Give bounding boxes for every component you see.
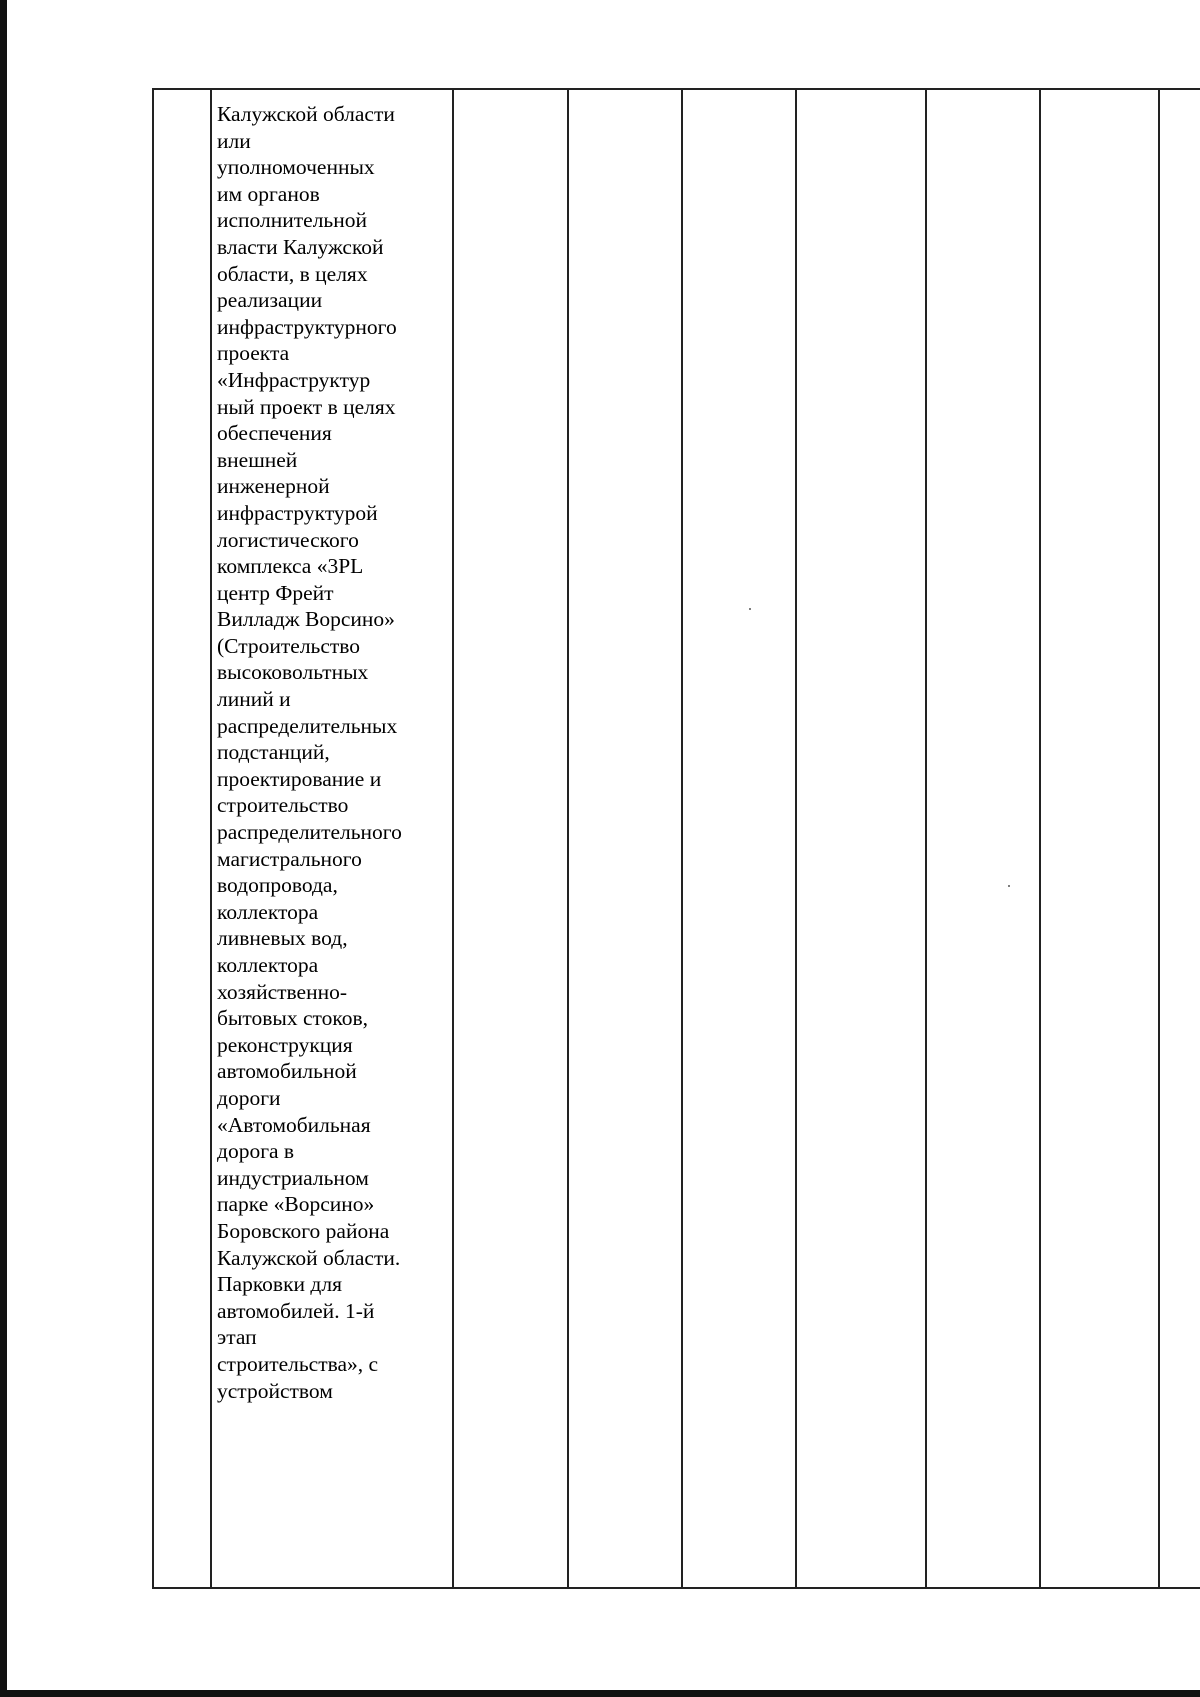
- table-cell-text: Калужской области или уполномоченных им органов исполнительной власти Калужской области, в целях реализации инфраструктурного проекта «Инфраструктур ный проект в целях обеспечения внешней инженерной инфраструктурой логистического комплекса «3PL центр Фрейт Вилладж Ворсино» (Строительство высоковольтных линий и распределительных подстанций, проектирование и строительство распределительного магистрального водопровода, коллектора ливневых вод, коллектора хозяйственно- бытовых стоков, реконструкция автомобильной дороги «Автомобильная дорога в индустриальном парке «Ворсино» Боровского района Калужской области. Парковки для автомобилей. 1-й этап строительства», с устройством: [217, 102, 402, 1403]
- scan-edge-bottom: [0, 1690, 1200, 1697]
- column-divider: [1039, 88, 1041, 1589]
- scan-speck: [1008, 885, 1010, 887]
- scan-speck: [749, 608, 751, 610]
- column-divider: [1158, 88, 1160, 1589]
- scan-edge-left: [0, 0, 7, 1697]
- column-divider: [152, 88, 154, 1589]
- column-divider: [925, 88, 927, 1589]
- column-divider: [795, 88, 797, 1589]
- table-top-border: [152, 88, 1200, 90]
- column-divider: [567, 88, 569, 1589]
- table-bottom-border: [152, 1587, 1200, 1589]
- column-divider: [210, 88, 212, 1589]
- column-divider: [681, 88, 683, 1589]
